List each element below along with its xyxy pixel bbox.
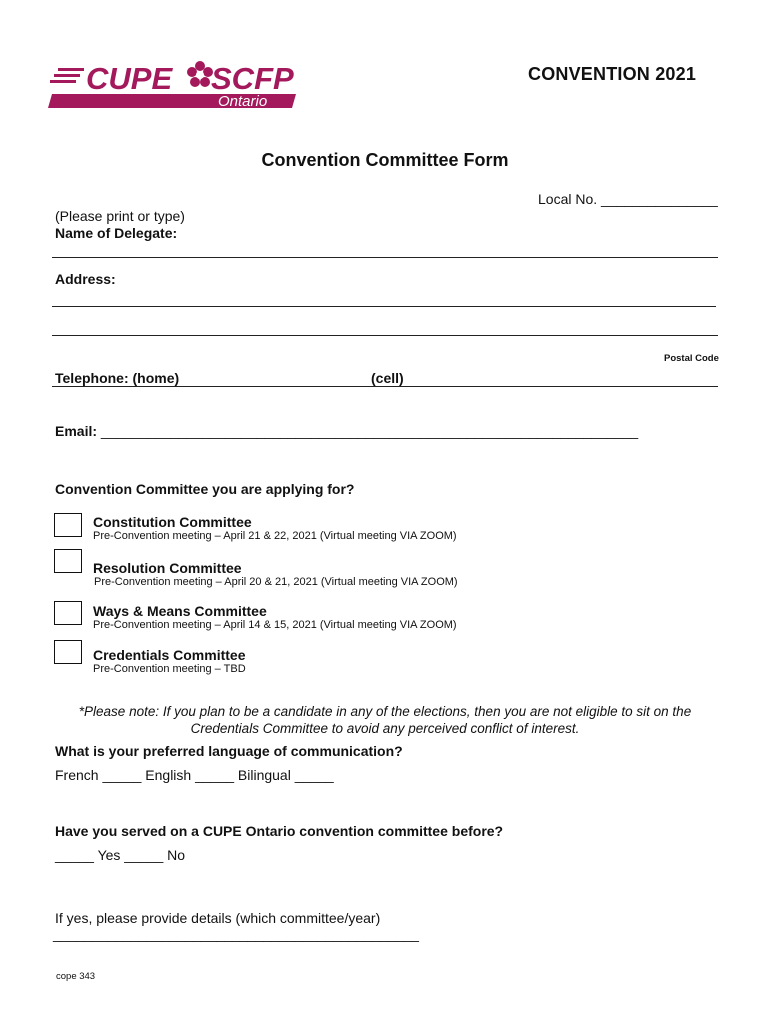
address-line-1[interactable] <box>52 306 716 307</box>
print-hint: (Please print or type) <box>55 208 185 224</box>
constitution-checkbox[interactable] <box>54 513 82 537</box>
credentials-checkbox[interactable] <box>54 640 82 664</box>
constitution-committee-label: Constitution Committee <box>93 514 252 530</box>
constitution-committee-detail: Pre-Convention meeting – April 21 & 22, 2021 (Virtual meeting VIA ZOOM) <box>93 530 457 542</box>
resolution-committee-detail: Pre-Convention meeting – April 20 & 21, 2021 (Virtual meeting VIA ZOOM) <box>94 576 458 588</box>
email-row[interactable] <box>55 423 638 439</box>
form-title: Convention Committee Form <box>261 150 509 170</box>
logo-ontario-text: Ontario <box>218 93 268 110</box>
ways-means-checkbox[interactable] <box>54 601 82 625</box>
address-label: Address: <box>55 271 116 287</box>
telephone-line[interactable] <box>52 386 718 387</box>
served-question: Have you served on a CUPE Ontario convention committee before? <box>55 823 504 839</box>
email-label: Email: <box>55 423 98 439</box>
credentials-committee-label: Credentials Committee <box>93 647 246 663</box>
details-prompt: If yes, please provide details (which committee/year) <box>55 910 381 926</box>
resolution-committee-label: Resolution Committee <box>93 560 242 576</box>
language-options[interactable]: French _____ English _____ Bilingual _____ <box>55 767 334 783</box>
resolution-checkbox[interactable] <box>54 549 82 573</box>
address-line-2[interactable] <box>52 335 718 336</box>
postal-code-label: Postal Code <box>664 353 719 364</box>
telephone-home-label: Telephone: (home) <box>55 370 180 386</box>
logo-flower-icon <box>187 61 213 87</box>
language-question: What is your preferred language of communication? <box>55 743 403 759</box>
eligibility-note-line-1: *Please note: If you plan to be a candidate in any of the elections, then you are not eligible to sit on the <box>78 704 692 719</box>
logo-scfp-text: SCFP <box>211 61 294 96</box>
details-line[interactable]: _______________________________________________ <box>53 926 419 942</box>
local-number-field[interactable]: Local No. _______________ <box>538 191 718 207</box>
eligibility-note-line-2: Credentials Committee to avoid any perceived conflict of interest. <box>190 721 580 736</box>
convention-title: CONVENTION 2021 <box>528 64 697 84</box>
delegate-name-line[interactable] <box>52 257 718 258</box>
committee-question: Convention Committee you are applying for? <box>55 481 355 497</box>
credentials-committee-detail: Pre-Convention meeting – TBD <box>93 663 246 675</box>
ways-means-committee-detail: Pre-Convention meeting – April 14 & 15, 2021 (Virtual meeting VIA ZOOM) <box>93 619 457 631</box>
delegate-name-label: Name of Delegate: <box>55 225 178 241</box>
telephone-cell-label: (cell) <box>371 370 404 386</box>
served-options[interactable]: _____ Yes _____ No <box>55 847 186 863</box>
cupe-scfp-ontario-logo <box>48 56 300 112</box>
ways-means-committee-label: Ways & Means Committee <box>93 603 267 619</box>
footer-code: cope 343 <box>56 971 96 982</box>
logo-cupe-text: CUPE <box>86 61 173 96</box>
email-line[interactable]: _____________________________________________________________________ <box>100 423 639 439</box>
